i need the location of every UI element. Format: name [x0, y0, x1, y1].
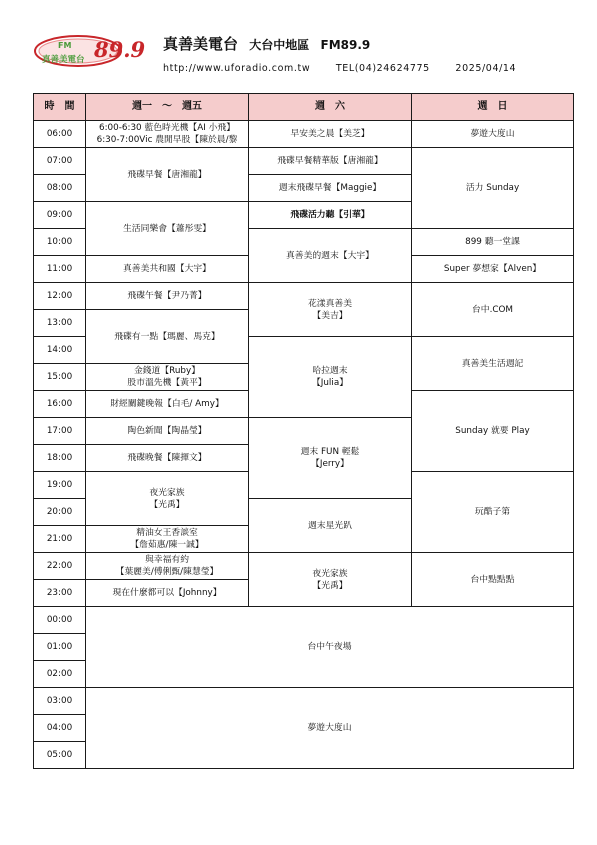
- program-cell: Super 夢想家【Alven】: [412, 256, 574, 283]
- page-header: [0, 0, 597, 88]
- program-cell: 飛碟有一點【瑪麗、馬克】: [86, 310, 249, 364]
- time-cell: 23:00: [34, 580, 86, 607]
- program-cell: 飛碟晚餐【陳揮文】: [86, 445, 249, 472]
- page-title: [163, 33, 370, 54]
- program-cell: 週末星光趴: [249, 499, 412, 553]
- table-row: [34, 148, 574, 175]
- program-cell: 精油女王香談室 【詹茹惠/陳一誠】: [86, 526, 249, 553]
- table-row: [34, 121, 574, 148]
- program-cell: 早安美之晨【美芝】: [249, 121, 412, 148]
- program-cell: 899 聽一堂課: [412, 229, 574, 256]
- program-cell: 生活同樂會【蕭彤雯】: [86, 202, 249, 256]
- program-cell: 台中午夜場: [86, 607, 574, 688]
- header-meta: [163, 63, 516, 74]
- frequency-label: FM89.9: [320, 38, 371, 52]
- schedule-date: 2025/04/14: [455, 63, 517, 74]
- program-cell: 財經關鍵晚報【白毛/ Amy】: [86, 391, 249, 418]
- program-cell: 飛碟活力聽【引華】: [249, 202, 412, 229]
- program-schedule-table: [33, 93, 574, 769]
- program-cell: 飛碟午餐【尹乃菁】: [86, 283, 249, 310]
- time-cell: 19:00: [34, 472, 86, 499]
- station-logo: [34, 34, 156, 68]
- time-cell: 22:00: [34, 553, 86, 580]
- table-row: [34, 607, 574, 634]
- program-cell: 飛碟早餐【唐湘龍】: [86, 148, 249, 202]
- table-header-row: [34, 94, 574, 121]
- table-row: [34, 553, 574, 580]
- program-cell: 現在什麼都可以【Johnny】: [86, 580, 249, 607]
- logo-fm-text: FM: [58, 41, 72, 50]
- time-cell: 03:00: [34, 688, 86, 715]
- time-cell: 12:00: [34, 283, 86, 310]
- time-cell: 02:00: [34, 661, 86, 688]
- program-cell: 夜光家族 【光禹】: [249, 553, 412, 607]
- time-cell: 17:00: [34, 418, 86, 445]
- time-cell: 13:00: [34, 310, 86, 337]
- time-cell: 20:00: [34, 499, 86, 526]
- header-time: 時 間: [34, 94, 86, 121]
- time-cell: 14:00: [34, 337, 86, 364]
- region-label: 大台中地區: [249, 38, 310, 52]
- program-cell: 夢遊大度山: [86, 688, 574, 769]
- table-row: [34, 283, 574, 310]
- program-cell: 週末飛碟早餐【Maggie】: [249, 175, 412, 202]
- logo-name: 真善美電台: [42, 55, 85, 65]
- logo-frequency: 89.9: [94, 37, 146, 62]
- program-cell: 週末 FUN 輕鬆 【Jerry】: [249, 418, 412, 499]
- time-cell: 11:00: [34, 256, 86, 283]
- website-url[interactable]: http://www.uforadio.com.tw: [163, 63, 311, 74]
- time-cell: 01:00: [34, 634, 86, 661]
- time-cell: 06:00: [34, 121, 86, 148]
- time-cell: 09:00: [34, 202, 86, 229]
- program-cell: 真善美生活週記: [412, 337, 574, 391]
- time-cell: 18:00: [34, 445, 86, 472]
- time-cell: 10:00: [34, 229, 86, 256]
- phone-number: TEL(04)24624775: [335, 63, 430, 74]
- program-cell: 台中.COM: [412, 283, 574, 337]
- program-cell: 陶色新聞【陶晶瑩】: [86, 418, 249, 445]
- program-cell: 夜光家族 【光禹】: [86, 472, 249, 526]
- time-cell: 04:00: [34, 715, 86, 742]
- table-row: [34, 688, 574, 715]
- program-cell: 花漾真善美 【美吉】: [249, 283, 412, 337]
- program-cell: 真善美的週末【大宇】: [249, 229, 412, 283]
- program-cell: 玩酷子第: [412, 472, 574, 553]
- time-cell: 16:00: [34, 391, 86, 418]
- station-name: 真善美電台: [163, 35, 239, 53]
- program-cell: 活力 Sunday: [412, 148, 574, 229]
- header-saturday: 週 六: [249, 94, 412, 121]
- program-cell: 金錢道【Ruby】 股市溫先機【黃平】: [86, 364, 249, 391]
- time-cell: 15:00: [34, 364, 86, 391]
- program-cell: 真善美共和國【大宇】: [86, 256, 249, 283]
- time-cell: 21:00: [34, 526, 86, 553]
- header-sunday: 週 日: [412, 94, 574, 121]
- time-cell: 08:00: [34, 175, 86, 202]
- time-cell: 05:00: [34, 742, 86, 769]
- time-cell: 00:00: [34, 607, 86, 634]
- program-cell: 6:00-6:30 藍色時光機【AI 小飛】 6:30-7:00Vic 農閒早股【陳於晨/黎: [86, 121, 249, 148]
- program-cell: 飛碟早餐精華版【唐湘龍】: [249, 148, 412, 175]
- time-cell: 07:00: [34, 148, 86, 175]
- program-cell: 與幸福有約 【葉麗美/傅俐甄/陳慧瑩】: [86, 553, 249, 580]
- header-weekday: 週一 ～ 週五: [86, 94, 249, 121]
- program-cell: 台中點點點: [412, 553, 574, 607]
- program-cell: 夢遊大度山: [412, 121, 574, 148]
- program-cell: 哈拉週末 【Julia】: [249, 337, 412, 418]
- program-cell: Sunday 就要 Play: [412, 391, 574, 472]
